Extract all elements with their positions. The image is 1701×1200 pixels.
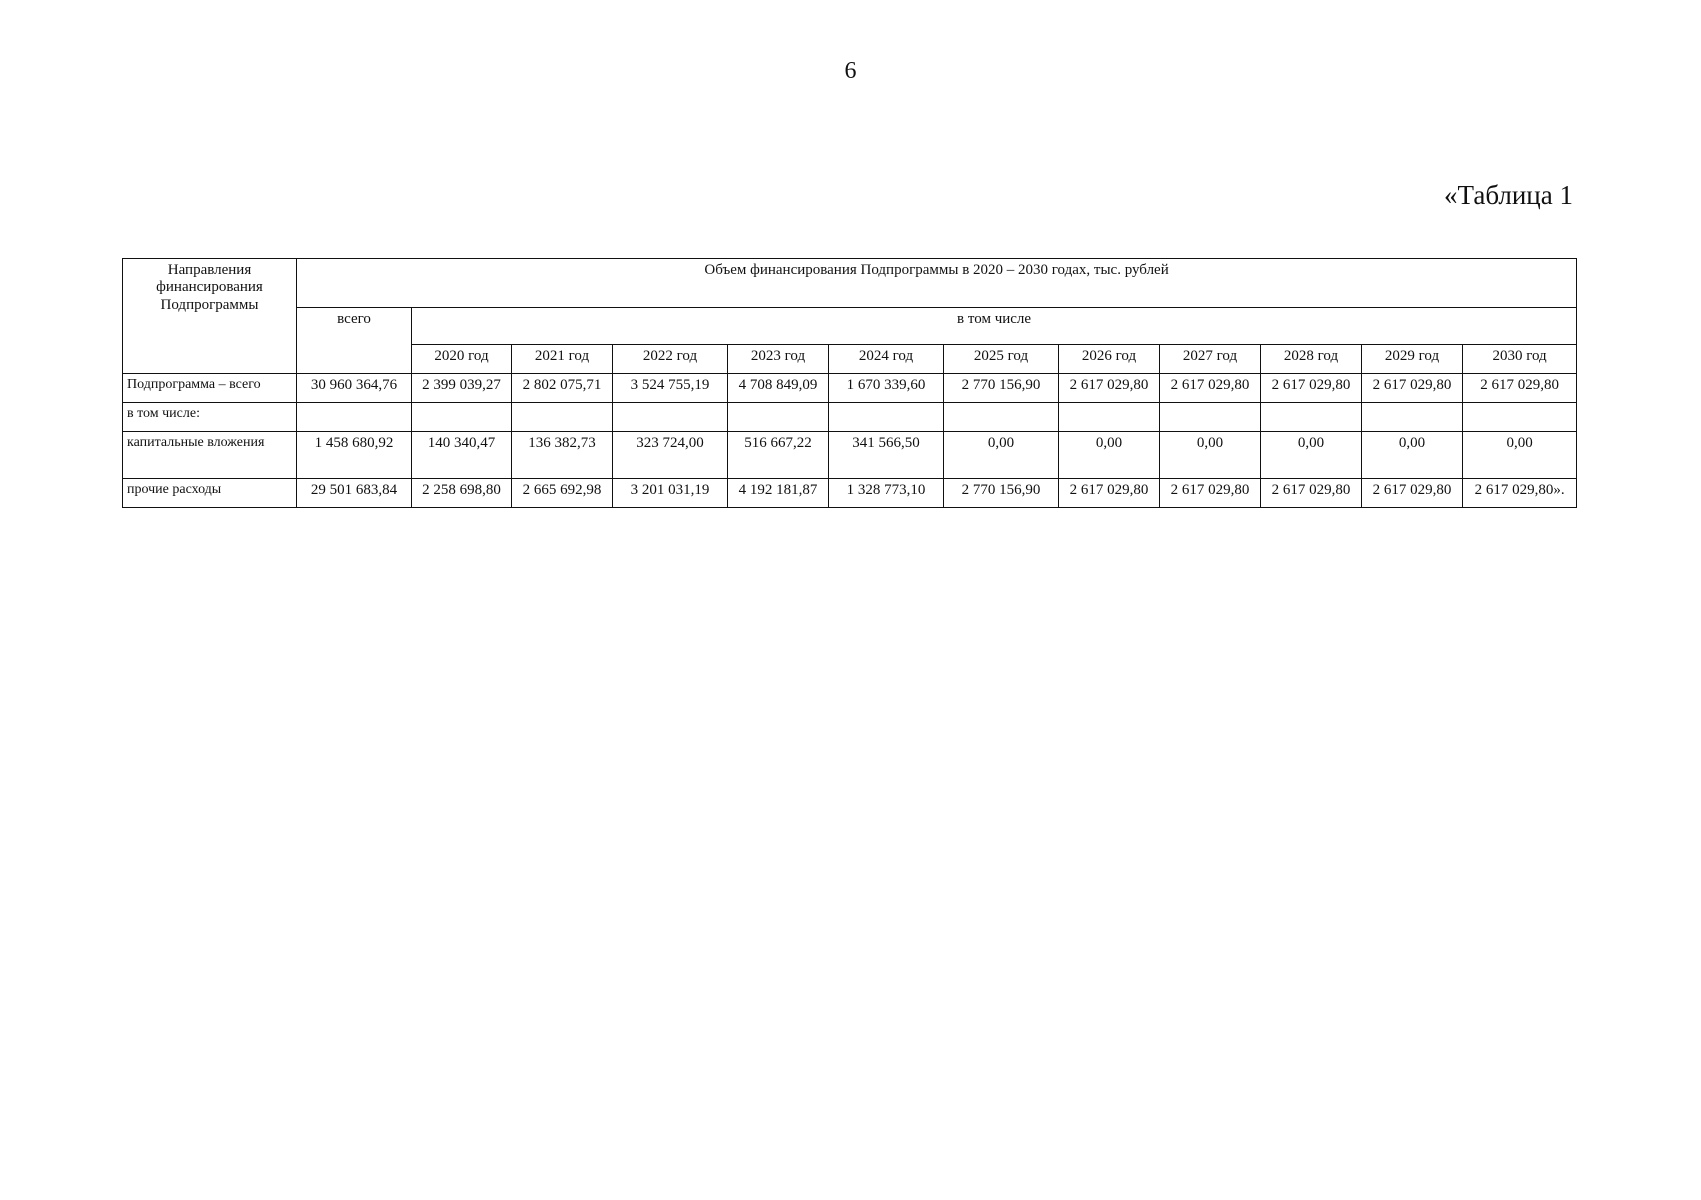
cell-total: 29 501 683,84 (297, 479, 412, 508)
cell-value: 2 617 029,80 (1463, 374, 1577, 403)
cell-total: 1 458 680,92 (297, 432, 412, 479)
header-volume: Объем финансирования Подпрограммы в 2020 – 2030 годах, тыс. рублей (297, 259, 1577, 308)
cell-value: 2 617 029,80 (1059, 374, 1160, 403)
cell-value: 323 724,00 (613, 432, 728, 479)
header-year: 2020 год (412, 345, 512, 374)
row-label: прочие расходы (123, 479, 297, 508)
cell-value: 136 382,73 (512, 432, 613, 479)
cell-value: 1 670 339,60 (829, 374, 944, 403)
cell-value (1261, 403, 1362, 432)
header-year: 2028 год (1261, 345, 1362, 374)
header-directions: Направления финансирования Подпрограммы (123, 259, 297, 374)
table-caption: «Таблица 1 (1444, 180, 1573, 210)
header-year: 2029 год (1362, 345, 1463, 374)
cell-value: 2 617 029,80 (1362, 479, 1463, 508)
cell-value: 4 192 181,87 (728, 479, 829, 508)
table-row (123, 374, 1577, 403)
cell-value: 0,00 (1362, 432, 1463, 479)
cell-value: 0,00 (1059, 432, 1160, 479)
cell-value: 4 708 849,09 (728, 374, 829, 403)
row-label: Подпрограмма – всего (123, 374, 297, 403)
cell-value: 2 617 029,80 (1261, 479, 1362, 508)
cell-value: 0,00 (944, 432, 1059, 479)
cell-value: 2 617 029,80». (1463, 479, 1577, 508)
cell-total: 30 960 364,76 (297, 374, 412, 403)
cell-value: 2 617 029,80 (1160, 479, 1261, 508)
cell-total (297, 403, 412, 432)
cell-value: 1 328 773,10 (829, 479, 944, 508)
header-year: 2025 год (944, 345, 1059, 374)
header-year: 2021 год (512, 345, 613, 374)
cell-value (1463, 403, 1577, 432)
cell-value: 2 617 029,80 (1261, 374, 1362, 403)
cell-value (1059, 403, 1160, 432)
cell-value (613, 403, 728, 432)
cell-value: 2 617 029,80 (1160, 374, 1261, 403)
cell-value: 3 201 031,19 (613, 479, 728, 508)
header-including: в том числе (412, 308, 1577, 345)
header-total: всего (297, 308, 412, 374)
row-label: в том числе: (123, 403, 297, 432)
cell-value (412, 403, 512, 432)
cell-value (512, 403, 613, 432)
cell-value: 3 524 755,19 (613, 374, 728, 403)
cell-value: 2 802 075,71 (512, 374, 613, 403)
header-year: 2027 год (1160, 345, 1261, 374)
table-row (123, 479, 1577, 508)
cell-value: 2 770 156,90 (944, 479, 1059, 508)
table-row (123, 403, 1577, 432)
table-row (123, 432, 1577, 479)
cell-value: 2 399 039,27 (412, 374, 512, 403)
page-number: 6 (844, 58, 857, 84)
cell-value: 2 258 698,80 (412, 479, 512, 508)
cell-value: 2 617 029,80 (1059, 479, 1160, 508)
header-year: 2024 год (829, 345, 944, 374)
cell-value (944, 403, 1059, 432)
cell-value (829, 403, 944, 432)
cell-value: 2 617 029,80 (1362, 374, 1463, 403)
header-year: 2023 год (728, 345, 829, 374)
cell-value (1160, 403, 1261, 432)
header-year: 2030 год (1463, 345, 1577, 374)
cell-value (1362, 403, 1463, 432)
cell-value: 0,00 (1463, 432, 1577, 479)
header-year: 2022 год (613, 345, 728, 374)
cell-value: 0,00 (1160, 432, 1261, 479)
cell-value: 2 770 156,90 (944, 374, 1059, 403)
cell-value: 2 665 692,98 (512, 479, 613, 508)
row-label: капитальные вложения (123, 432, 297, 479)
cell-value: 341 566,50 (829, 432, 944, 479)
cell-value: 0,00 (1261, 432, 1362, 479)
cell-value: 140 340,47 (412, 432, 512, 479)
header-year: 2026 год (1059, 345, 1160, 374)
financing-table (122, 258, 1577, 508)
cell-value (728, 403, 829, 432)
cell-value: 516 667,22 (728, 432, 829, 479)
